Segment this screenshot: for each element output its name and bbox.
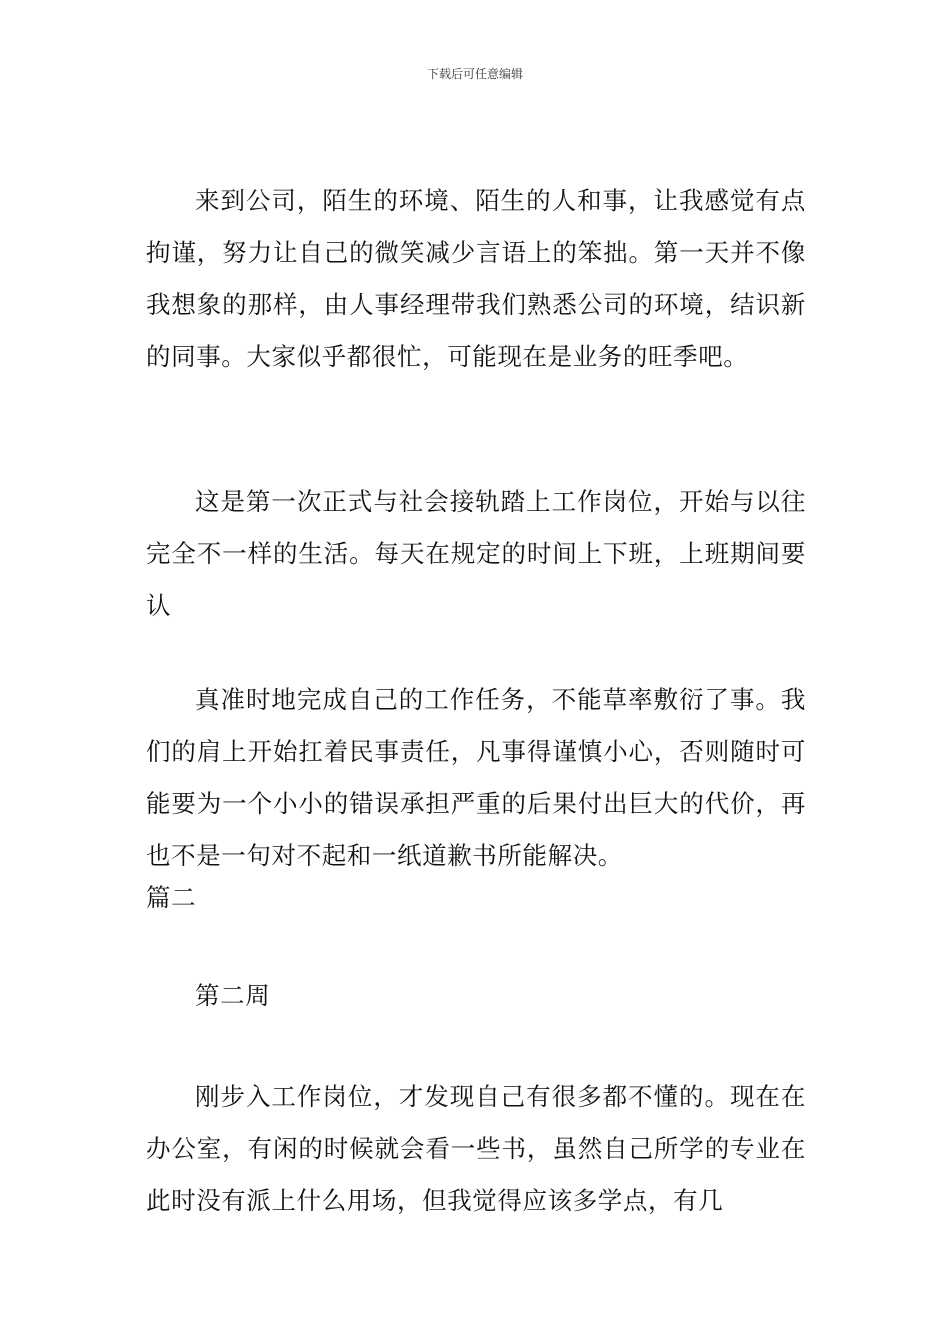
- week-heading: 第二周: [195, 981, 271, 1010]
- paragraph-responsibility: 真准时地完成自己的工作任务，不能草率敷衍了事。我们的肩上开始扛着民事责任，凡事得谨慎小心，否则随时可能要为一个小小的错误承担严重的后果付出巨大的代价，再也不是一句对不起和一纸道歉书所能解决。: [146, 685, 806, 870]
- section-heading: 篇二: [146, 883, 197, 912]
- paragraph-first-job: 这是第一次正式与社会接轨踏上工作岗位，开始与以往完全不一样的生活。每天在规定的时间上下班，上班期间要认: [146, 487, 806, 620]
- paragraph-first-day: 来到公司，陌生的环境、陌生的人和事，让我感觉有点拘谨，努力让自己的微笑减少言语上的笨拙。第一天并不像我想象的那样，由人事经理带我们熟悉公司的环境，结识新的同事。大家似乎都很忙，可能现在是业务的旺季吧。: [146, 186, 806, 371]
- paragraph-second-week: 刚步入工作岗位，才发现自己有很多都不懂的。现在在办公室，有闲的时候就会看一些书，虽然自己所学的专业在此时没有派上什么用场，但我觉得应该多学点，有几: [146, 1082, 806, 1215]
- page-header-note: 下载后可任意编辑: [426, 67, 523, 81]
